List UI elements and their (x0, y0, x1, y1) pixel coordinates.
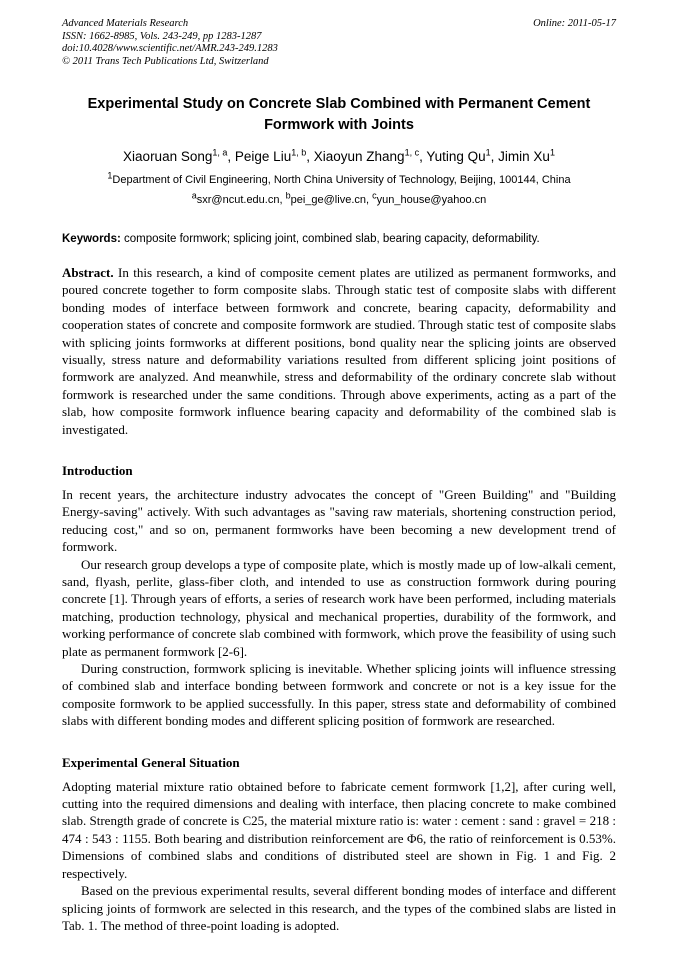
author-affiliation-marker: 1 (549, 147, 555, 158)
keywords-line (62, 232, 616, 248)
author-separator: , (306, 149, 314, 165)
email-marker: a (191, 190, 197, 201)
doi-line: doi:10.4028/www.scientific.net/AMR.243-249.1283 (62, 43, 278, 55)
abstract-label: Abstract. (62, 264, 114, 280)
email-address: pei_ge@live.cn, (290, 194, 373, 207)
author-affiliation-marker: 1, a (212, 147, 228, 158)
author-name: Peige Liu (234, 149, 292, 165)
author-name: Xiaoruan Song (123, 149, 213, 165)
keywords-label: Keywords: (62, 233, 121, 246)
keywords-text: composite formwork; splicing joint, combined slab, bearing capacity, deformability. (124, 233, 540, 246)
body-paragraph: Adopting material mixture ratio obtained before to fabricate cement formwork [1,2], after curing well, cutting into the required dimensions and dealing with interface, then placing concrete to make combined slab. Strength grade of concrete is C25, the material mixture ratio is: water : cement : sand : gravel = 218 : 474 : 543 : 1155. Both bearing and distribution reinforcement are Φ6, the ratio of reinforcement is 0.53%. Dimensions of combined slabs and conditions of distributed steel are shown in Fig. 1 and Fig. 2 respectively. (62, 778, 616, 881)
emails-line (62, 190, 616, 207)
authors-line (62, 149, 616, 164)
abstract-paragraph (62, 264, 616, 438)
body-paragraph: Our research group develops a type of composite plate, which is mostly made up of low-alkali cement, sand, flyash, perlite, glass-fiber cloth, and intended to use as construction formwork during pouring concrete [1]. Through years of efforts, a series of research work have been performed, including materials matching, production technology, physical and mechanical properties, durability of the formwork, and working performance of concrete slab combined with formwork, which prove the feasibility of using such plate as permanent formwork [2-6]. (62, 556, 616, 659)
journal-header (62, 18, 616, 68)
author-affiliation-marker: 1 (485, 147, 491, 158)
author-separator: , (490, 149, 499, 165)
author-name: Yuting Qu (426, 149, 486, 165)
author-name: Jimin Xu (498, 149, 550, 165)
body-paragraph: In recent years, the architecture industry advocates the concept of "Green Building" and "Building Energy-saving" actively. With such advantages as "saving raw materials, shortening construction period, reducing cost," and so on, permanent formworks have been becoming a new development trend of formwork. (62, 486, 616, 555)
email-marker: b (285, 190, 291, 201)
body-paragraph: During construction, formwork splicing is inevitable. Whether splicing joints will influence stressing of combined slab and interface bonding between formwork and concrete or not is a key issue for the composite formwork to be applied successfully. In this paper, stress state and deformability of combined slabs with different bonding modes and different splicing position of formwork are researched. (62, 661, 616, 729)
affiliation-marker: 1 (107, 170, 113, 181)
author-affiliation-marker: 1, b (291, 147, 307, 158)
issn-line: ISSN: 1662-8985, Vols. 243-249, pp 1283-1287 (62, 30, 262, 42)
journal-name: Advanced Materials Research (62, 18, 189, 29)
abstract-text: In this research, a kind of composite cement plates are utilized as permanent formworks, and poured concrete together to form composite slabs. Through static test of composite slabs with different bonding modes of interface between formwork and concrete, bearing capacity, deformability and cooperation states of concrete and composite formwork are studied. Through static test of composite slabs with splicing joints formworks at different positions, bond quality near the splicing joints are observed visually, stress nature and deformability variations resulted from different splicing joint positions of formwork are analyzed. And meanwhile, stress and deformability of the ordinary concrete slab without formwork is researched under the same conditions. Through above experiments, acting as a part of the slab, how composite formwork influence bearing capacity and deformability of the combined slab is investigated. (62, 264, 616, 437)
email-address: sxr@ncut.edu.cn, (196, 194, 286, 207)
paper-title: Experimental Study on Concrete Slab Combined with Permanent Cement Formwork with Joints (87, 96, 591, 134)
author-separator: , (419, 149, 427, 165)
journal-info (62, 18, 278, 68)
body-paragraph: Based on the previous experimental results, several different bonding modes of interface and different splicing joints of formwork are selected in this research, and the types of the combined slabs are listed in Tab. 1. The method of three-point loading is adopted. (62, 883, 616, 933)
author-name: Xiaoyun Zhang (313, 149, 405, 165)
online-date: Online: 2011-05-17 (533, 18, 616, 29)
section-heading-introduction: Introduction (62, 462, 133, 478)
email-address: yun_house@yahoo.cn (376, 194, 487, 207)
section-heading-experimental: Experimental General Situation (62, 754, 240, 770)
copyright-line: © 2011 Trans Tech Publications Ltd, Switzerland (62, 55, 269, 67)
affiliation-line (62, 170, 616, 187)
author-separator: , (227, 149, 235, 165)
email-marker: c (372, 190, 377, 201)
author-affiliation-marker: 1, c (404, 147, 420, 158)
affiliation-text: Department of Civil Engineering, North China University of Technology, Beijing, 100144, China (112, 174, 571, 187)
